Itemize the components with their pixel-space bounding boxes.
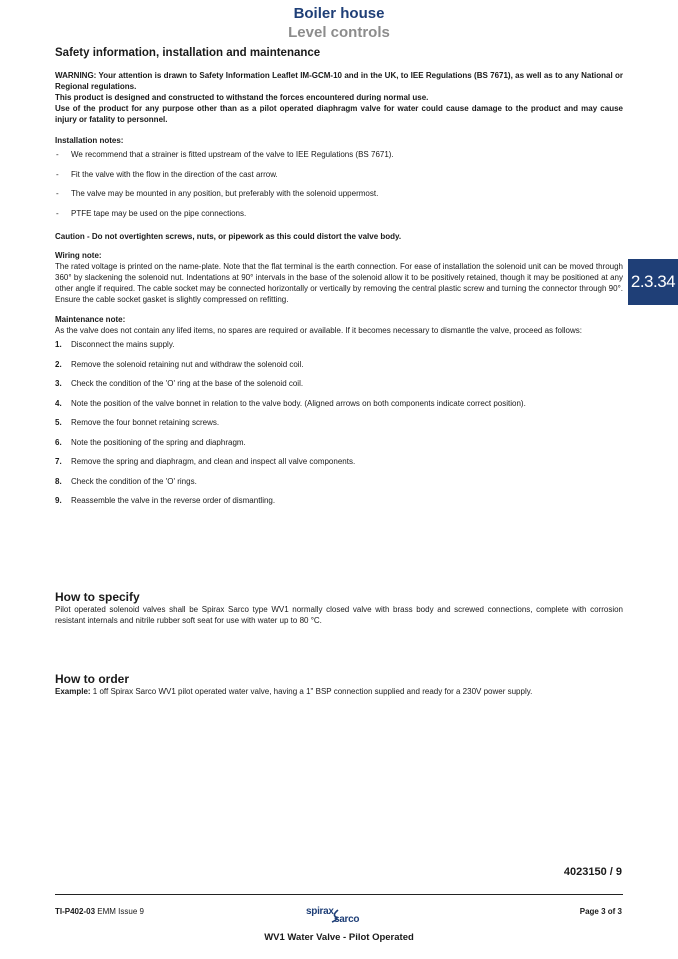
step-number: 1. — [55, 340, 62, 349]
list-item-text: Fit the valve with the flow in the direction of the cast arrow. — [71, 169, 278, 179]
warning-line: This product is designed and constructed to withstand the forces encountered during normal use. — [55, 93, 429, 102]
step-item — [55, 437, 623, 457]
bullet: - — [56, 150, 59, 159]
step-item — [55, 417, 623, 437]
step-item — [55, 398, 623, 418]
step-number: 3. — [55, 379, 62, 388]
step-item — [55, 359, 623, 379]
bullet: - — [56, 208, 59, 218]
logo-text-bottom: sarco — [334, 914, 360, 925]
main-content — [55, 46, 623, 515]
list-item-text: We recommend that a strainer is fitted upstream of the valve to IEE Regulations (BS 7671). — [71, 150, 394, 159]
section-tab: 2.3.34 — [628, 259, 678, 305]
step-number: 8. — [55, 476, 62, 486]
wiring-heading: Wiring note: — [55, 251, 102, 260]
step-item — [55, 476, 623, 496]
header-subtitle: Level controls — [288, 24, 390, 41]
footer-ref-code: TI-P402-03 — [55, 907, 96, 916]
installation-list — [55, 149, 623, 227]
logo-text-top: spirax — [306, 906, 334, 917]
warning-block — [55, 70, 623, 125]
step-item — [55, 378, 623, 398]
footer-divider — [55, 894, 623, 895]
order-example-text: 1 off Spirax Sarco WV1 pilot operated water valve, having a 1" BSP connection supplied and ready for a 230V power supply. — [90, 687, 533, 696]
spirax-sarco-logo — [306, 906, 376, 928]
how-to-order-text — [55, 686, 623, 697]
how-to-order-title: How to order — [55, 672, 129, 686]
footer-product-name: WV1 Water Valve - Pilot Operated — [264, 932, 414, 943]
step-number: 4. — [55, 398, 62, 408]
list-item — [55, 149, 623, 169]
list-item — [55, 208, 623, 228]
step-item — [55, 495, 623, 515]
list-item — [55, 169, 623, 189]
step-number: 9. — [55, 496, 62, 505]
step-text: Reassemble the valve in the reverse order of dismantling. — [71, 496, 276, 505]
caution-note: Caution - Do not overtighten screws, nuts, or pipework as this could distort the valve body. — [55, 232, 402, 241]
installation-heading: Installation notes: — [55, 136, 124, 145]
how-to-specify-text: Pilot operated solenoid valves shall be Spirax Sarco type WV1 normally closed valve with brass body and screwed connections, complete with corrosion resistant internals and nitrile rubber soft seat for use with water up to 80 °C. — [55, 605, 623, 625]
page-header — [0, 4, 678, 42]
wiring-text: The rated voltage is printed on the name-plate. Note that the flat terminal is the earth connection. For ease of installation the solenoid unit can be moved through 360° by slackening the solenoid nut. Indentations at 90° intervals in the base of the solenoid allow it to be positively retained, though it may be positioned at any other angle if required. The cable socket may be connected horizontally or vertically by removing the central plastic screw and turning the connector through 90°. Ensure the cable socket gasket is slightly compressed on refitting. — [55, 262, 623, 304]
maintenance-steps — [55, 339, 623, 515]
step-item — [55, 456, 623, 476]
how-to-specify-title: How to specify — [55, 590, 140, 604]
list-item — [55, 188, 623, 208]
footer-reference — [55, 907, 144, 916]
bullet: - — [56, 189, 59, 198]
list-item-text: The valve may be mounted in any position, but preferably with the solenoid uppermost. — [71, 189, 379, 198]
wiring-section — [55, 251, 623, 305]
step-number: 2. — [55, 359, 62, 369]
maintenance-text: As the valve does not contain any lifed items, no spares are required or available. If it becomes necessary to dismantle the valve, proceed as follows: — [55, 326, 582, 335]
footer-issue: EMM Issue 9 — [95, 907, 144, 916]
step-text: Note the positioning of the spring and diaphragm. — [71, 437, 246, 447]
step-text: Remove the solenoid retaining nut and withdraw the solenoid coil. — [71, 359, 304, 369]
bullet: - — [56, 169, 59, 179]
maintenance-heading: Maintenance note: — [55, 315, 126, 324]
section-title: Safety information, installation and maintenance — [55, 47, 321, 59]
step-item — [55, 339, 623, 359]
step-text: Remove the spring and diaphragm, and clean and inspect all valve components. — [71, 457, 356, 466]
step-text: Remove the four bonnet retaining screws. — [71, 418, 220, 427]
step-number: 5. — [55, 418, 62, 427]
list-item-text: PTFE tape may be used on the pipe connections. — [71, 208, 247, 218]
example-label: Example: — [55, 687, 91, 696]
step-text: Note the position of the valve bonnet in relation to the valve body. (Aligned arrows on both components indicate correct position). — [71, 398, 526, 408]
step-text: Disconnect the mains supply. — [71, 340, 175, 349]
maintenance-section — [55, 315, 623, 515]
step-text: Check the condition of the 'O' rings. — [71, 476, 197, 486]
warning-line: WARNING: Your attention is drawn to Safety Information Leaflet IM-GCM-10 and in the UK, to IEE Regulations (BS 7671), as well as to any National or Regional regulations. — [55, 71, 623, 91]
document-number: 4023150 / 9 — [563, 866, 622, 878]
step-number: 7. — [55, 457, 62, 466]
footer-page-number: Page 3 of 3 — [579, 907, 622, 916]
warning-line: Use of the product for any purpose other than as a pilot operated diaphragm valve for water could cause damage to the product and may cause injury or fatality to personnel. — [55, 104, 623, 124]
step-text: Check the condition of the 'O' ring at the base of the solenoid coil. — [71, 379, 304, 388]
step-number: 6. — [55, 437, 62, 447]
header-title: Boiler house — [293, 5, 385, 22]
